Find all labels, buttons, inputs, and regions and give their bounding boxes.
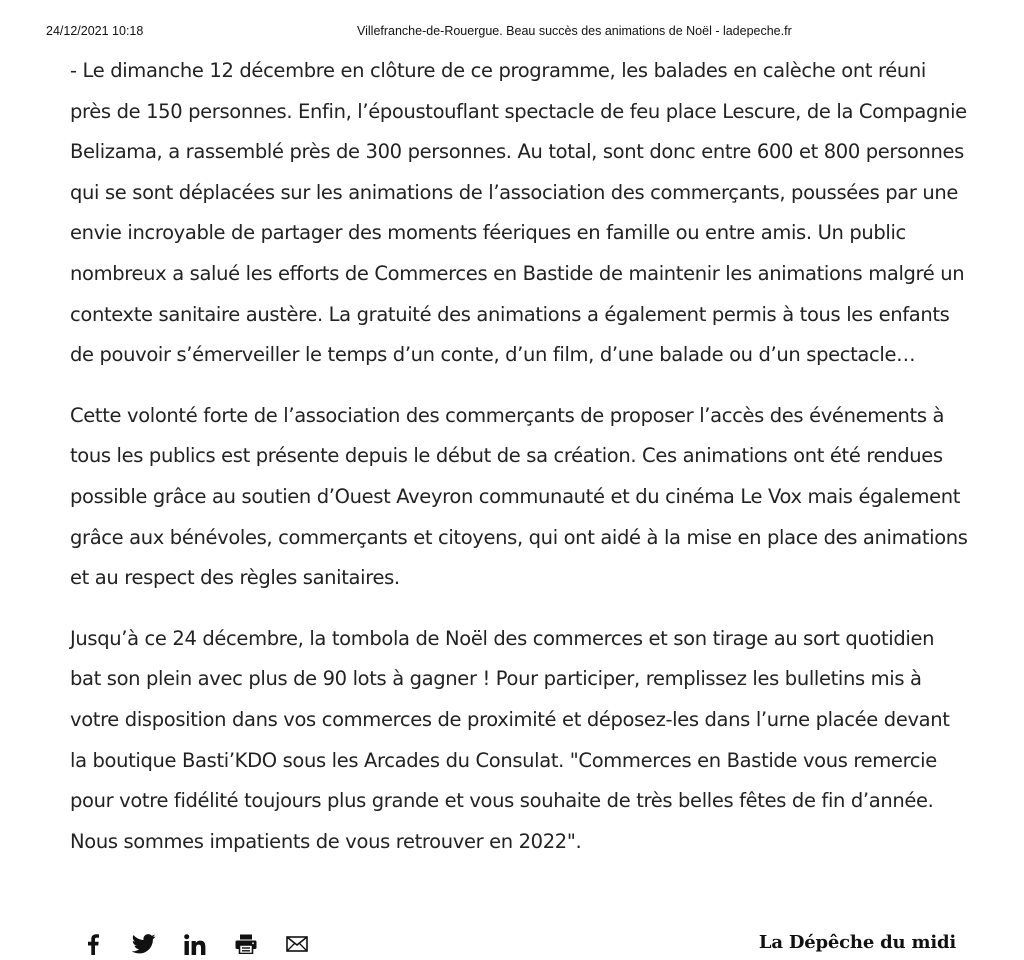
print-page-title: Villefranche-de-Rouergue. Beau succès des animations de Noël - ladepeche.fr bbox=[357, 24, 792, 38]
facebook-share-button[interactable] bbox=[78, 929, 108, 959]
article-paragraph: Cette volonté forte de l’association des commerçants de proposer l’accès des événements à tous les publics est présente depuis le début de sa création. Ces animations ont été rendues possible grâce au soutien d’Ouest Aveyron communauté et du cinéma Le Vox mais également grâce aux bénévoles, commerçants et citoyens, qui ont aidé à la mise en place des animations et au respect des règles sanitaires. bbox=[70, 403, 968, 590]
print-header bbox=[0, 24, 1024, 44]
mail-share-button[interactable] bbox=[282, 929, 312, 959]
twitter-icon bbox=[132, 934, 156, 954]
twitter-share-button[interactable] bbox=[129, 929, 159, 959]
print-date: 24/12/2021 10:18 bbox=[46, 24, 144, 38]
brand-logo-text: La Dépêche du midi bbox=[758, 932, 956, 953]
print-button[interactable] bbox=[231, 929, 261, 959]
mail-icon bbox=[286, 936, 308, 952]
facebook-icon bbox=[86, 933, 100, 955]
article-paragraph: Jusqu’à ce 24 décembre, la tombola de Noël des commerces et son tirage au sort quotidien bat son plein avec plus de 90 lots à gagner ! Pour participer, remplissez les bulletins mis à votre disposition dans vos commerces de proximité et déposez-les dans l’urne placée devant la boutique Basti’KDO sous les Arcades du Consulat. "Commerces en Bastide vous remercie pour votre fidélité toujours plus grande et vous souhaite de très belles fêtes de fin d’année. Nous sommes impatients de vous retrouver en 2022". bbox=[70, 626, 950, 853]
share-bar bbox=[78, 928, 333, 960]
print-icon bbox=[235, 934, 257, 954]
article-body bbox=[70, 51, 970, 882]
linkedin-icon bbox=[184, 934, 206, 955]
article-paragraph: - Le dimanche 12 décembre en clôture de ce programme, les balades en calèche ont réuni près de 150 personnes. Enfin, l’époustouflant spectacle de feu place Lescure, de la Compagnie Belizama, a rassemblé près de 300 personnes. Au total, sont donc entre 600 et 800 personnes qui se sont déplacées sur les animations de l’association des commerçants, poussées par une envie incroyable de partager des moments féeriques en famille ou entre amis. Un public nombreux a salué les efforts de Commerces en Bastide de maintenir les animations malgré un contexte sanitaire austère. La gratuité des animations a également permis à tous les enfants de pouvoir s’émerveiller le temps d’un conte, d’un film, d’une balade ou d’un spectacle… bbox=[70, 59, 967, 367]
linkedin-share-button[interactable] bbox=[180, 929, 210, 959]
